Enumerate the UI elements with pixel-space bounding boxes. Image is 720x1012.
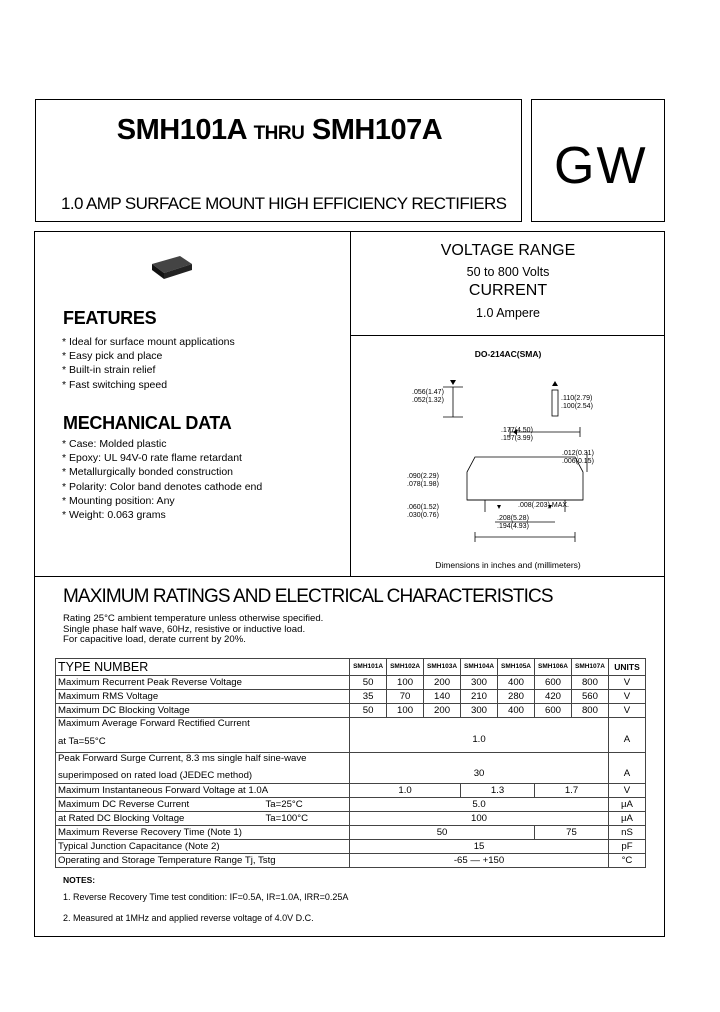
column-header: SMH104A [461, 659, 498, 676]
list-item: * Metallurgically bonded construction [62, 466, 234, 479]
table-row: Maximum Recurrent Peak Reverse Voltage 50 100 200 300 400 600 800 V [56, 676, 646, 690]
current-label: CURRENT [468, 282, 548, 299]
dim-lead-thickness: .012(0.31) .006(0.15) [562, 450, 594, 465]
page-title [36, 114, 523, 147]
ratings-conditions [63, 614, 323, 646]
table-row: Maximum RMS Voltage 35 70 140 210 280 420 560 V [56, 690, 646, 704]
dim-lead-length: .060(1.52) .030(0.76) [407, 504, 439, 519]
dim-left-top: .056(1.47) .052(1.32) [412, 389, 444, 404]
component-image [150, 252, 195, 282]
dim-right-top: .110(2.79) .100(2.54) [561, 395, 593, 410]
note-2: 2. Measured at 1MHz and applied reverse voltage of 4.0V D.C. [63, 913, 314, 923]
list-item: * Epoxy: UL 94V-0 rate flame retardant [62, 452, 242, 465]
list-item: * Polarity: Color band denotes cathode end [62, 480, 263, 493]
divider-section [35, 576, 665, 577]
company-logo: GW [554, 137, 648, 195]
table-row: Peak Forward Surge Current, 8.3 ms single half sine-wave superimposed on rated load (JEDEC method) 30 A [56, 753, 646, 784]
table-row: Typical Junction Capacitance (Note 2) 15 pF [56, 840, 646, 854]
dim-height: .090(2.29) .078(1.98) [407, 473, 439, 488]
list-item: * Easy pick and place [62, 350, 163, 363]
mechanical-heading: MECHANICAL DATA [63, 413, 232, 433]
notes-heading: NOTES: [63, 875, 96, 885]
features-list [62, 335, 235, 392]
voltage-range-value: 50 to 800 Volts [466, 265, 550, 279]
voltage-range-label: VOLTAGE RANGE [440, 242, 576, 259]
note-1: 1. Reverse Recovery Time test condition: IF=0.5A, IR=1.0A, IRR=0.25A [63, 892, 349, 902]
list-item: * Ideal for surface mount applications [62, 336, 235, 348]
ratings-table [55, 658, 646, 868]
column-header: SMH101A [350, 659, 387, 676]
column-header: SMH107A [571, 659, 608, 676]
main-box [34, 231, 665, 937]
title-box [35, 99, 522, 222]
list-item: * Fast switching speed [62, 378, 168, 391]
table-header-row [56, 659, 646, 676]
thru-label: THRU [253, 123, 305, 144]
table-row: Maximum Instantaneous Forward Voltage at 1.0A 1.0 1.3 1.7 V [56, 784, 646, 798]
logo-box [531, 99, 665, 222]
table-row: Maximum DC Reverse Current Ta=25°C 5.0 μA [56, 798, 646, 812]
dim-body-length: .177(4.50) .157(3.99) [501, 427, 533, 442]
list-item: * Mounting position: Any [62, 494, 175, 507]
current-value: 1.0 Ampere [476, 306, 540, 320]
list-item: * Weight: 0.063 grams [62, 509, 166, 522]
table-row: Maximum DC Blocking Voltage 50 100 200 300 400 600 800 V [56, 704, 646, 718]
divider-right-top [350, 335, 665, 336]
part-start: SMH101A [116, 114, 246, 146]
list-item: * Case: Molded plastic [62, 438, 167, 450]
mechanical-list [62, 437, 262, 522]
condition-line: Single phase half wave, 60Hz, resistive or inductive load. [63, 623, 306, 635]
ratings-heading: MAXIMUM RATINGS AND ELECTRICAL CHARACTERISTICS [63, 586, 553, 607]
list-item: * Built-in strain relief [62, 364, 156, 377]
column-header: SMH106A [535, 659, 572, 676]
condition-line: Rating 25°C ambient temperature unless otherwise specified. [63, 613, 324, 624]
table-row: Maximum Average Forward Rectified Current at Ta=55°C 1.0 A [56, 718, 646, 753]
table-row: at Rated DC Blocking Voltage Ta=100°C 100 μA [56, 812, 646, 826]
package-label: DO-214AC(SMA) [474, 349, 542, 359]
dimension-note: Dimensions in inches and (millimeters) [435, 560, 581, 570]
dim-overall-length: .208(5.28) .194(4.93) [497, 515, 529, 530]
column-header: SMH103A [424, 659, 461, 676]
type-number-header: TYPE NUMBER [56, 659, 350, 676]
column-header: SMH105A [498, 659, 535, 676]
subtitle: 1.0 AMP SURFACE MOUNT HIGH EFFICIENCY RECTIFIERS [61, 194, 507, 213]
units-header: UNITS [608, 659, 645, 676]
features-heading: FEATURES [63, 308, 157, 328]
table-row: Operating and Storage Temperature Range Tj, Tstg -65 — +150 °C [56, 854, 646, 868]
table-row: Maximum Reverse Recovery Time (Note 1) 50 75 nS [56, 826, 646, 840]
column-header: SMH102A [387, 659, 424, 676]
part-end: SMH107A [311, 114, 443, 146]
condition-line: For capacitive load, derate current by 20%. [63, 634, 246, 645]
dim-standoff: .008(.203) MAX. [518, 502, 569, 509]
